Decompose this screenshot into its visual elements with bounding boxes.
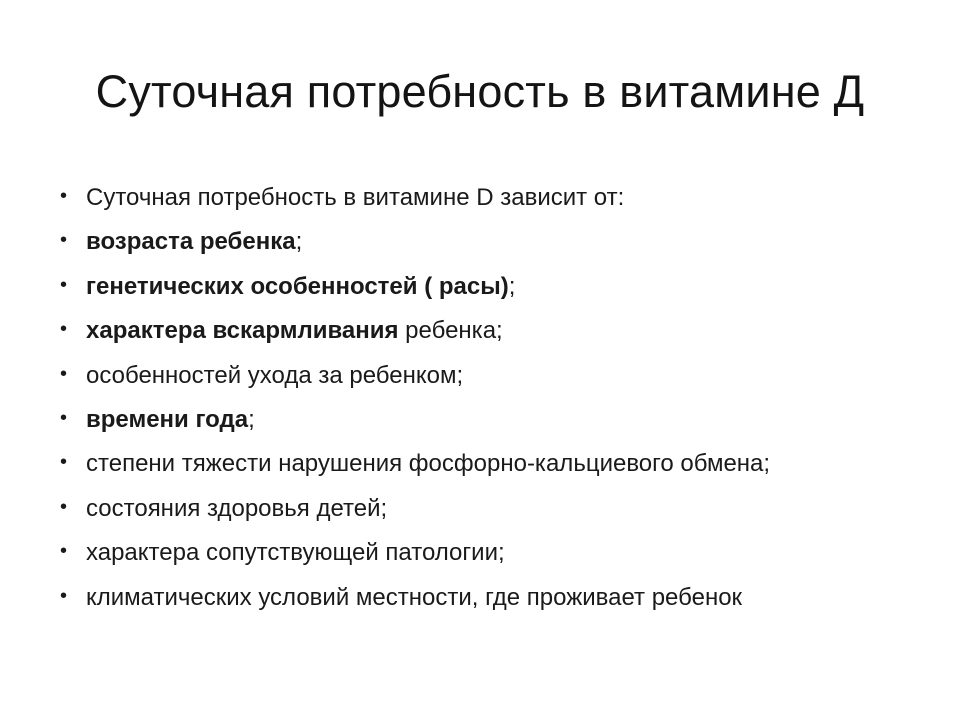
- bullet-text: ребенка;: [398, 317, 503, 345]
- bullet-text: Суточная потребность в витамине D зависит от:: [86, 184, 625, 211]
- bullet-item: [58, 398, 938, 442]
- bullet-text-bold: генетических особенностей ( расы): [86, 272, 509, 300]
- bullet-dot-icon: •: [60, 540, 68, 563]
- bullet-item: [58, 487, 938, 531]
- bullet-item: [58, 576, 938, 620]
- bullet-text: климатических условий местности, где проживает ребенок: [86, 583, 743, 611]
- bullet-dot-icon: •: [60, 318, 68, 341]
- bullet-text-bold: характера вскармливания: [86, 317, 399, 345]
- bullet-dot-icon: •: [60, 495, 68, 518]
- bullet-item: [58, 265, 938, 309]
- bullet-item: [58, 354, 938, 398]
- bullet-text: характера сопутствующей патологии;: [86, 539, 505, 567]
- bullet-text: особенностей ухода за ребенком;: [86, 361, 464, 389]
- bullet-item: [58, 309, 938, 353]
- bullet-dot-icon: •: [60, 229, 68, 252]
- bullet-text: состояния здоровья детей;: [86, 494, 388, 522]
- bullet-list: [58, 176, 938, 620]
- bullet-item: [58, 531, 938, 575]
- bullet-dot-icon: •: [60, 406, 68, 429]
- bullet-text: ;: [508, 272, 516, 300]
- bullet-dot-icon: •: [60, 362, 68, 385]
- bullet-text: ;: [248, 405, 255, 433]
- bullet-dot-icon: •: [60, 185, 68, 207]
- bullet-dot-icon: •: [60, 451, 68, 474]
- bullet-text-bold: времени года: [86, 405, 249, 433]
- bullet-text-bold: возраста ребенка: [86, 228, 296, 256]
- bullet-dot-icon: •: [60, 273, 68, 296]
- bullet-text: степени тяжести нарушения фосфорно-кальциевого обмена;: [86, 450, 771, 478]
- bullet-dot-icon: •: [60, 584, 68, 607]
- slide-title: Суточная потребность в витамине Д: [95, 66, 865, 117]
- bullet-text: ;: [295, 228, 303, 256]
- bullet-item: [58, 176, 938, 220]
- bullet-item: [58, 220, 938, 264]
- bullet-item: [58, 442, 938, 486]
